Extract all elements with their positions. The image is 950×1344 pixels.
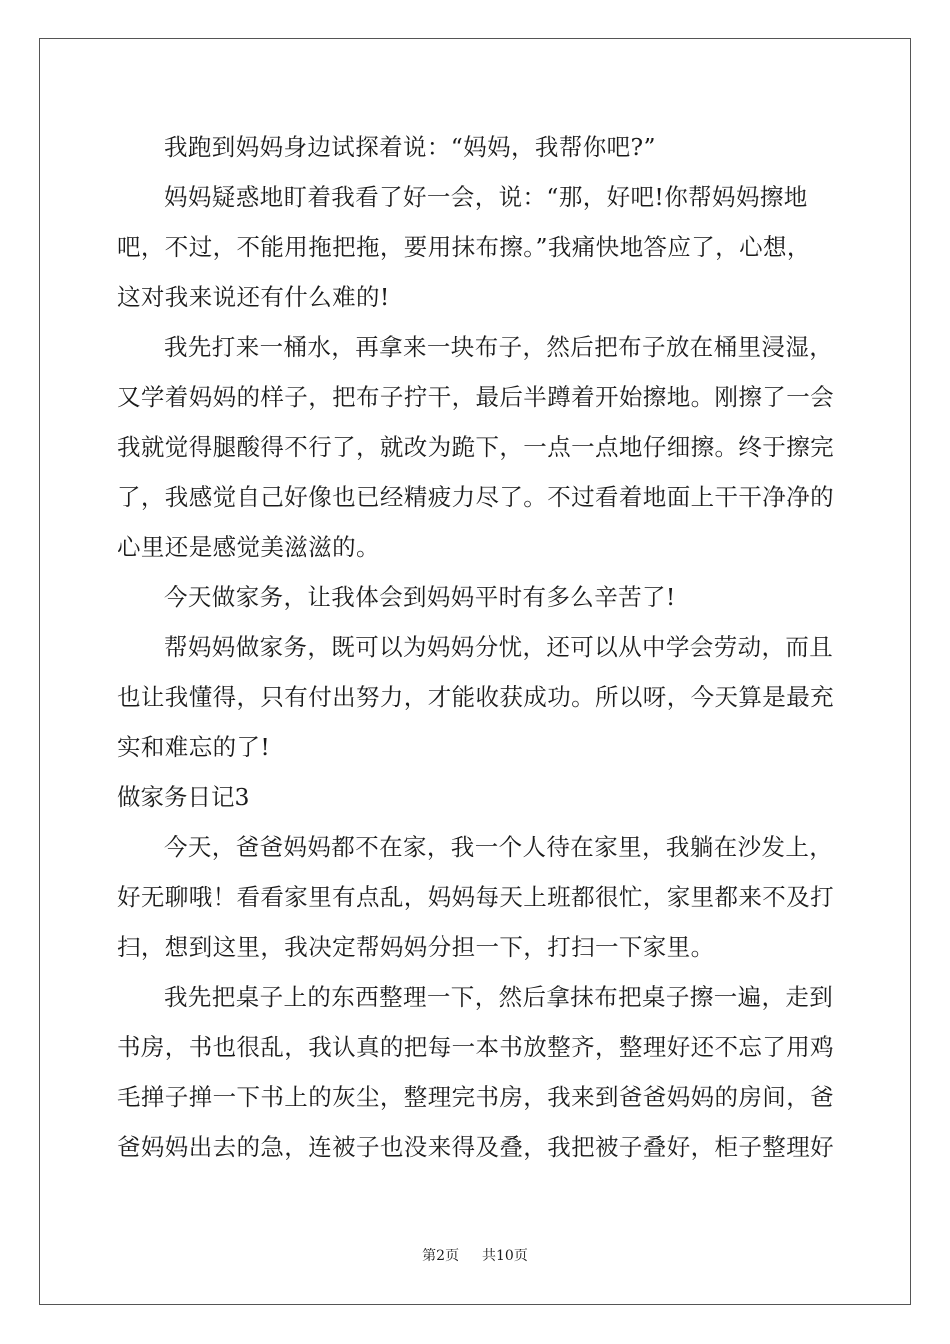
- text-line: 帮妈妈做家务，既可以为妈妈分忧，还可以从中学会劳动，而且: [164, 633, 834, 661]
- text-line: 吧，不过，不能用拖把拖，要用抹布擦。”我痛快地答应了，心想，: [117, 233, 811, 261]
- paragraph: [117, 822, 835, 972]
- paragraph: [117, 972, 835, 1172]
- text-line: 也让我懂得，只有付出努力，才能收获成功。所以呀，今天算是最充: [117, 683, 834, 711]
- text-line: 今天，爸爸妈妈都不在家，我一个人待在家里，我躺在沙发上，: [164, 833, 834, 861]
- section-heading: 做家务日记3: [117, 783, 250, 811]
- text-line: 妈妈疑惑地盯着我看了好一会，说：“那，好吧!你帮妈妈擦地: [164, 183, 808, 211]
- text-line: 这对我来说还有什么难的!: [117, 283, 390, 311]
- document-body: [117, 122, 835, 1172]
- text-line: 好无聊哦！看看家里有点乱，妈妈每天上班都很忙，家里都来不及打: [117, 883, 834, 911]
- text-line: 心里还是感觉美滋滋的。: [117, 533, 380, 561]
- text-line: 扫，想到这里，我决定帮妈妈分担一下，打扫一下家里。: [117, 933, 715, 961]
- page-footer: [0, 1246, 950, 1266]
- paragraph: [117, 572, 835, 622]
- page-number: 第2页: [422, 1248, 460, 1264]
- paragraph: [117, 122, 835, 172]
- text-line: 实和难忘的了!: [117, 733, 271, 761]
- text-line: 又学着妈妈的样子，把布子拧干，最后半蹲着开始擦地。刚擦了一会: [117, 383, 834, 411]
- text-line: 了，我感觉自己好像也已经精疲力尽了。不过看着地面上干干净净的: [117, 483, 834, 511]
- text-line: 我跑到妈妈身边试探着说：“妈妈，我帮你吧?”: [164, 133, 656, 161]
- paragraph: [117, 322, 835, 572]
- paragraph: [117, 622, 835, 772]
- paragraph: [117, 172, 835, 322]
- text-line: 我就觉得腿酸得不行了，就改为跪下，一点一点地仔细擦。终于擦完: [117, 433, 834, 461]
- text-line: 我先打来一桶水，再拿来一块布子，然后把布子放在桶里浸湿，: [164, 333, 834, 361]
- total-pages: 共10页: [482, 1248, 528, 1264]
- text-line: 今天做家务，让我体会到妈妈平时有多么辛苦了!: [164, 583, 676, 611]
- text-line: 毛掸子掸一下书上的灰尘，整理完书房，我来到爸爸妈妈的房间，爸: [117, 1083, 834, 1111]
- text-line: 爸妈妈出去的急，连被子也没来得及叠，我把被子叠好，柜子整理好: [117, 1133, 834, 1161]
- text-line: 我先把桌子上的东西整理一下，然后拿抹布把桌子擦一遍，走到: [164, 983, 834, 1011]
- text-line: 书房，书也很乱，我认真的把每一本书放整齐，整理好还不忘了用鸡: [117, 1033, 834, 1061]
